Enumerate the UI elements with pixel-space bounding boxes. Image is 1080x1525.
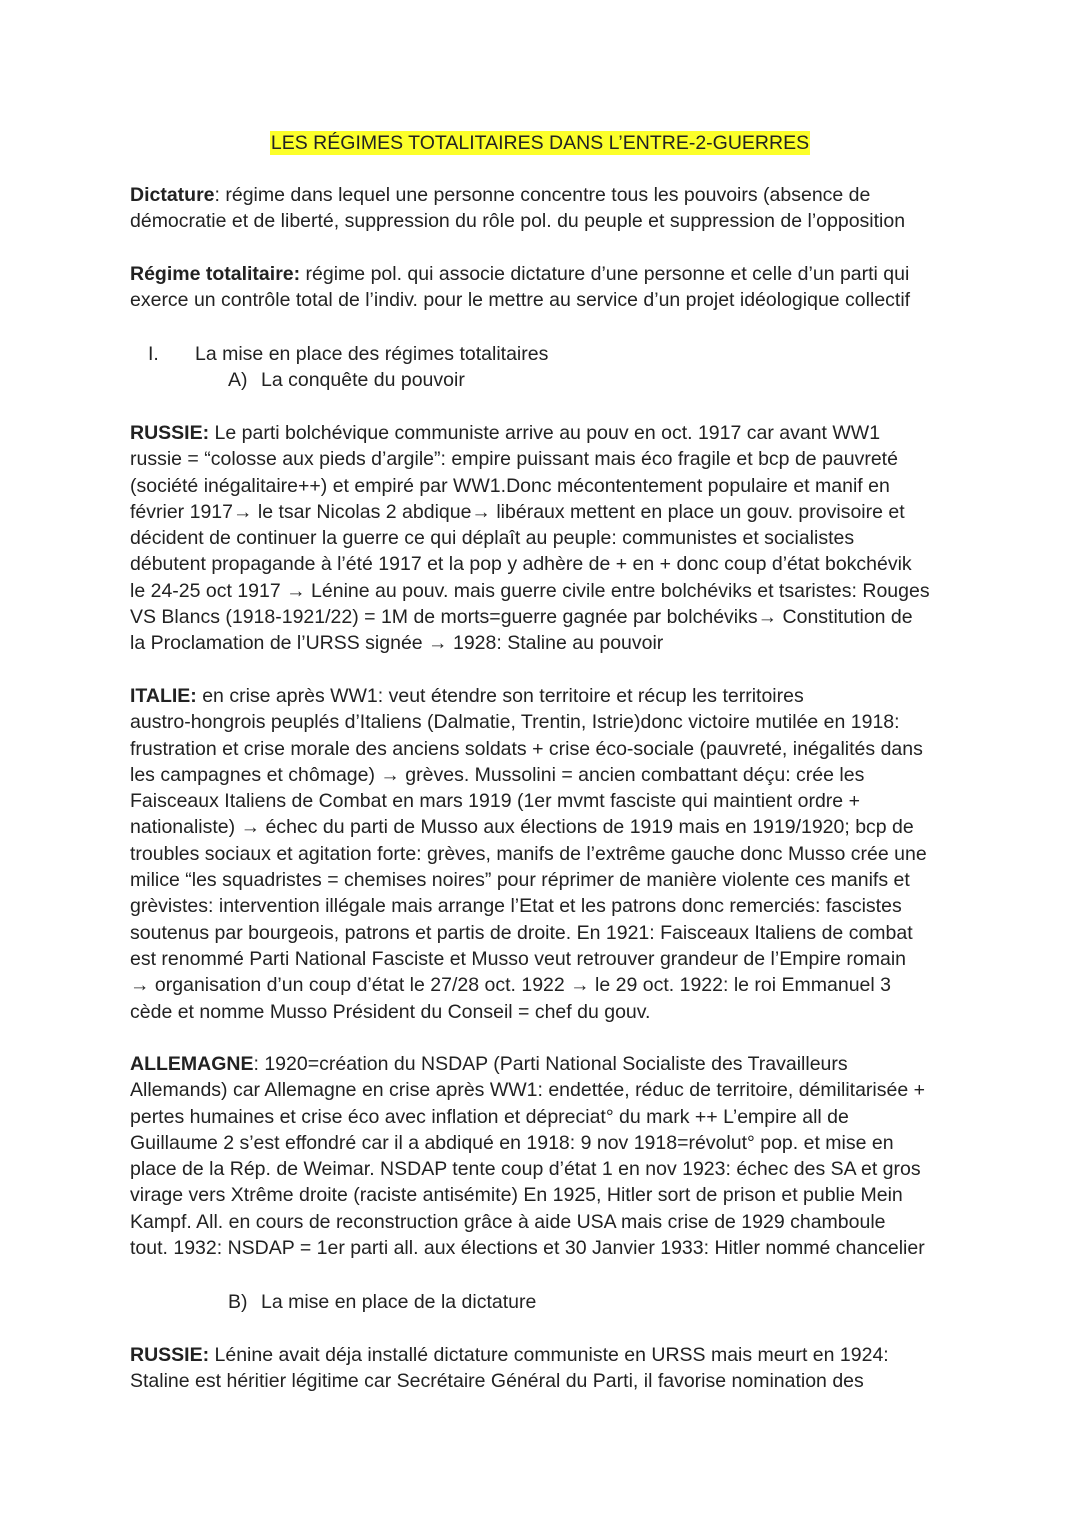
definition-term: Dictature bbox=[130, 184, 215, 206]
subsection-title: La mise en place de la dictature bbox=[261, 1291, 537, 1313]
subsection-letter: B) bbox=[228, 1291, 248, 1313]
section-number: I. bbox=[148, 343, 159, 365]
section-heading-1 bbox=[148, 341, 548, 367]
country-label: ALLEMAGNE bbox=[130, 1053, 254, 1075]
definition-text: régime pol. qui associe dictature d’une personne et celle d’un parti qui exerce un contrôle total de l’indiv. pour le mettre au service d’un projet idéologique collectif bbox=[130, 263, 911, 312]
paragraph-text: Le parti bolchévique communiste arrive au pouv en oct. 1917 car avant WW1 russie = “colosse aux pieds d’argile”: empire puissant mais éco fragile et bcp de pauvreté (société inégalitaire++) et empiré par WW1.Donc mécontentement populaire et manif en février 1917→ le tsar Nicolas 2 abdique→ libéraux mettent en place un gouv. provisoire et décident de continuer la guerre ce qui déplaît au peuple: communistes et socialistes débutent propagande à l’été 1917 et la pop y adhère de + en + donc coup d’état bokchévik le 24-25 oct 1917 → Lénine au pouv. mais guerre civile entre bolchéviks et tsaristes: Rouges VS Blancs (1918-1921/22) = 1M de morts=guerre gagnée par bolchéviks→ Constitution de la Proclamation de l’URSS signée → 1928: Staline au pouvoir bbox=[130, 422, 930, 655]
paragraph-italie bbox=[130, 683, 960, 1025]
paragraph-text: en crise après WW1: veut étendre son territoire et récup les territoires austro-hongrois peuplés d’Italiens (Dalmatie, Trentin, Istrie)donc victoire mutilée en 1918: frustration et crise morale des anciens soldats + crise éco-sociale (pauvreté, inégalités dans les campagnes et chômage) → grèves. Mussolini = ancien combattant déçu: crée les Faisceaux Italiens de Combat en mars 1919 (1er mvmt fasciste qui maintient ordre + nationaliste) → échec du parti de Musso aux élections de 1919 mais en 1919/1920; bcp de troubles sociaux et agitation forte: grèves, manifs de l’extrême gauche donc Musso crée une milice “les squadristes = chemises noires” pour réprimer de manière violente ces manifs et grèvistes: intervention illégale mais arrange l’Etat et les patrons donc remerciés: fascistes soutenus par bourgeois, patrons et partis de droite. En 1921: Faisceaux Italiens de combat est renommé Parti National Fasciste et Musso veut retrouver grandeur de l’Empire romain → organisation d’un coup d’état le 27/28 oct. 1922 → le 29 oct. 1922: le roi Emmanuel 3 cède et nomme Musso Président du Conseil = chef du gouv. bbox=[130, 685, 927, 1023]
paragraph-allemagne bbox=[130, 1051, 960, 1261]
subsection-title: La conquête du pouvoir bbox=[261, 369, 465, 391]
section-title: La mise en place des régimes totalitaires bbox=[195, 343, 549, 365]
country-label: RUSSIE: bbox=[130, 1344, 210, 1366]
subsection-letter: A) bbox=[228, 369, 248, 391]
paragraph-text: : 1920=création du NSDAP (Parti National Socialiste des Travailleurs Allemands) car Allemagne en crise après WW1: endettée, réduc de territoire, démilitarisée + pertes humaines et crise éco avec inflation et dépreciat° du mark ++ L’empire all de Guillaume 2 s’est effondré car il a abdiqué en 1918: 9 nov 1918=révolut° pop. et mise en place de la Rép. de Weimar. NSDAP tente coup d’état 1 en nov 1923: échec des SA et gros virage vers Xtrême droite (raciste antisémite) En 1925, Hitler sort de prison et publie Mein Kampf. All. en cours de reconstruction grâce à aide USA mais crise de 1929 chamboule tout. 1932: NSDAP = 1er parti all. aux élections et 30 Janvier 1933: Hitler nommé chancelier bbox=[130, 1053, 925, 1260]
paragraph-text: Lénine avait déja installé dictature communiste en URSS mais meurt en 1924: Staline est héritier légitime car Secrétaire Général du Parti, il favorise nomination des bbox=[130, 1344, 889, 1393]
country-label: RUSSIE: bbox=[130, 422, 210, 444]
title-container bbox=[0, 130, 1080, 156]
definition-text: : régime dans lequel une personne concentre tous les pouvoirs (absence de démocratie et de liberté, suppression du rôle pol. du peuple et suppression de l’opposition bbox=[130, 184, 906, 233]
paragraph-russie bbox=[130, 420, 960, 657]
subsection-heading-b bbox=[228, 1289, 536, 1315]
definition-term: Régime totalitaire: bbox=[130, 263, 301, 285]
definition-dictature bbox=[130, 182, 960, 235]
definition-regime-totalitaire bbox=[130, 261, 960, 314]
subsection-heading-a bbox=[228, 367, 465, 393]
document-title: LES RÉGIMES TOTALITAIRES DANS L’ENTRE-2-GUERRES bbox=[270, 132, 810, 154]
paragraph-russie-dictature bbox=[130, 1342, 960, 1395]
country-label: ITALIE: bbox=[130, 685, 197, 707]
